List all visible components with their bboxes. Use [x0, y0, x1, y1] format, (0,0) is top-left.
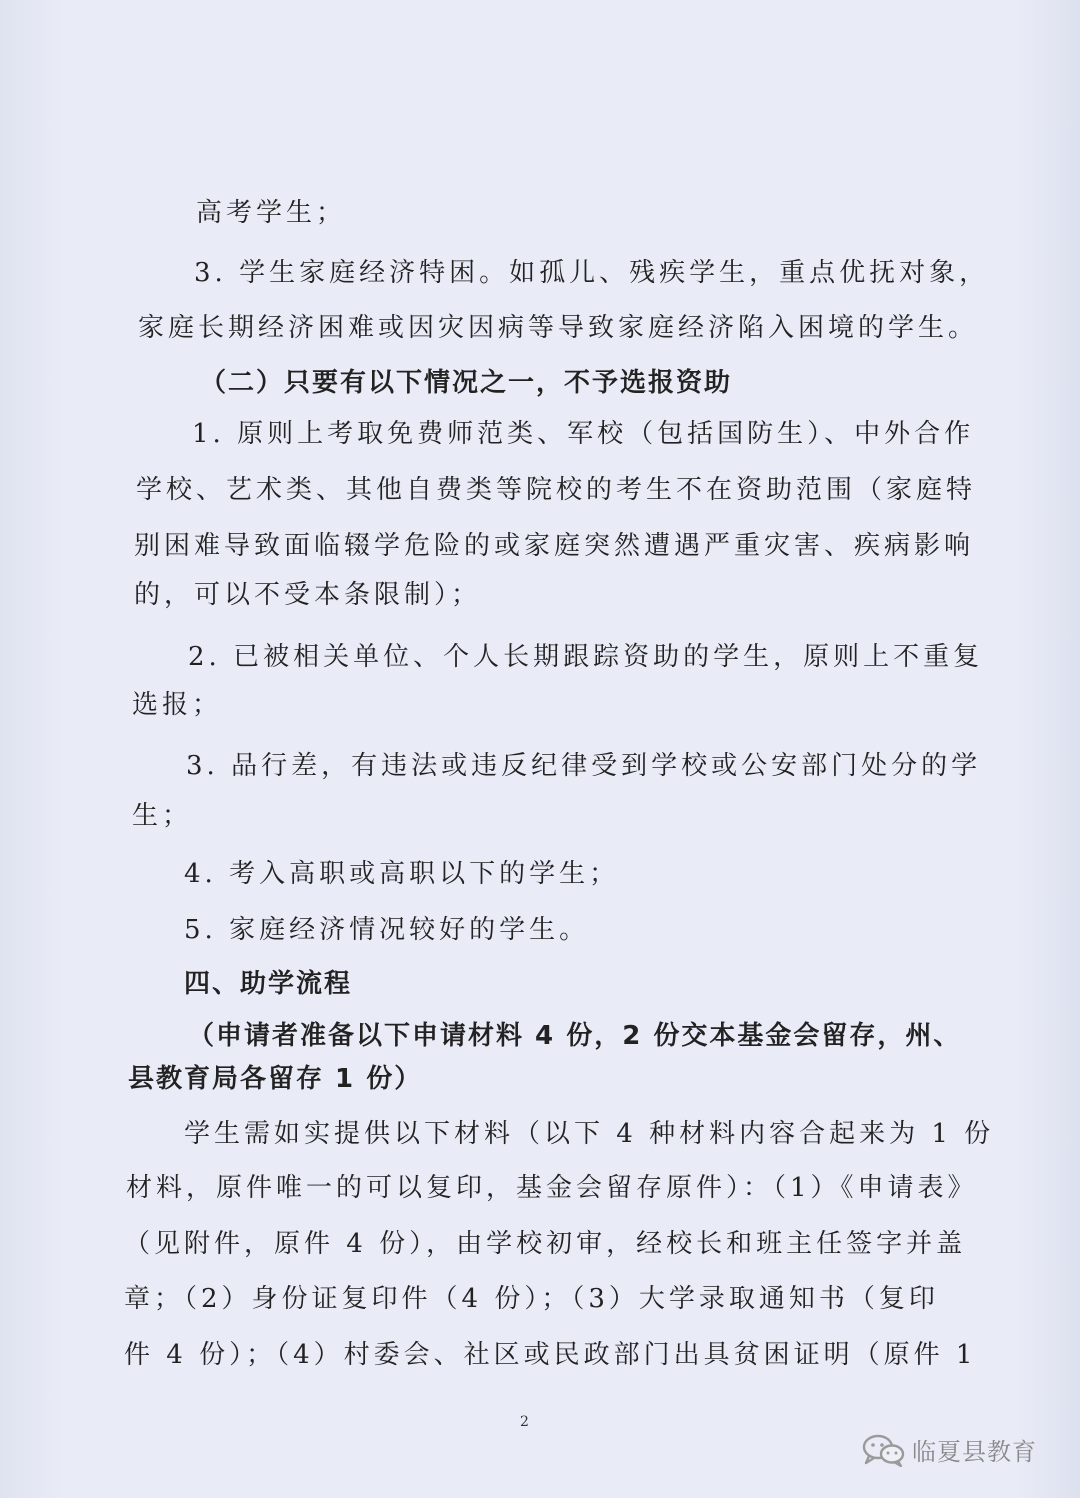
text-line: 5. 家庭经济情况较好的学生。 [184, 915, 590, 945]
text-line: 别困难导致面临辍学危险的或家庭突然遭遇严重灾害、疾病影响 [134, 531, 975, 561]
text-line: 生； [132, 801, 193, 831]
text-line: 学校、艺术类、其他自费类等院校的考生不在资助范围（家庭特 [136, 475, 977, 505]
text-line: （见附件，原件 4 份），由学校初审，经校长和班主任签字并盖 [124, 1229, 967, 1259]
text-line: 高考学生； [196, 198, 347, 228]
text-line: 家庭长期经济困难或因灾因病等导致家庭经济陷入困境的学生。 [138, 313, 979, 343]
text-line: 学生需如实提供以下材料（以下 4 种材料内容合起来为 1 份 [184, 1119, 995, 1149]
bold-line: （申请者准备以下申请材料 4 份，2 份交本基金会留存，州、 [188, 1021, 962, 1051]
page-number: 2 [520, 1414, 529, 1430]
text-line: 1. 原则上考取免费师范类、军校（包括国防生）、中外合作 [192, 419, 975, 449]
text-line: 4. 考入高职或高职以下的学生； [184, 859, 620, 889]
text-line: 3. 品行差，有违法或违反纪律受到学校或公安部门处分的学 [186, 751, 982, 781]
wechat-icon [862, 1433, 906, 1467]
text-line: 件 4 份）；（4）村委会、社区或民政部门出具贫困证明（原件 1 [124, 1340, 977, 1370]
section-heading: （二）只要有以下情况之一，不予选报资助 [200, 368, 733, 398]
text-line: 3. 学生家庭经济特困。如孤儿、残疾学生，重点优抚对象， [194, 258, 990, 288]
bold-line: 县教育局各留存 1 份） [128, 1064, 423, 1094]
text-line: 材料，原件唯一的可以复印，基金会留存原件）：（1）《申请表》 [126, 1173, 978, 1203]
text-line: 选报； [132, 690, 223, 720]
text-line: 章；（2）身份证复印件（4 份）；（3）大学录取通知书（复印 [124, 1284, 939, 1314]
watermark [862, 1432, 1037, 1467]
watermark-text: 临夏县教育 [912, 1438, 1037, 1466]
text-line: 的，可以不受本条限制）； [134, 580, 482, 610]
section-heading: 四、助学流程 [184, 969, 353, 999]
text-line: 2. 已被相关单位、个人长期跟踪资助的学生，原则上不重复 [188, 642, 984, 672]
